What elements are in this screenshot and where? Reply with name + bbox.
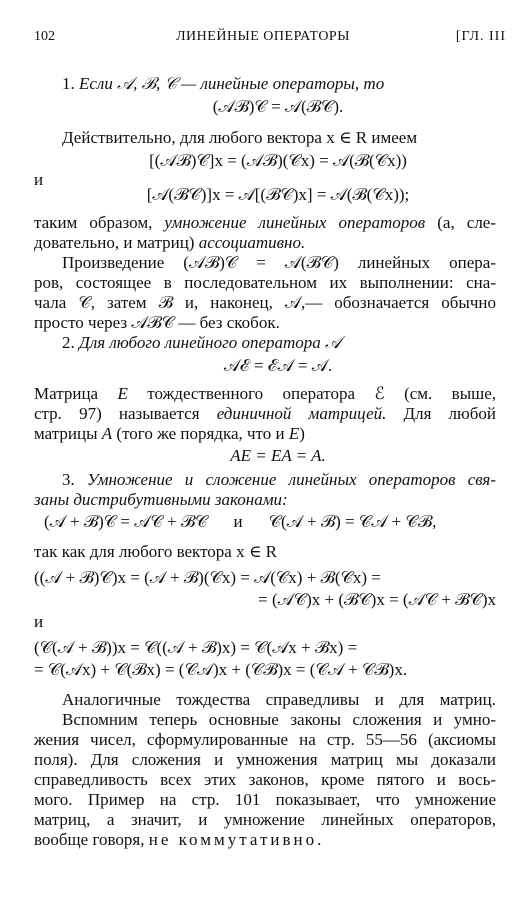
product-notation-line4: просто через 𝒜ℬ𝒞 — без скобок. [34,313,280,332]
formula-left-distrib-line1: (𝒞(𝒜 + ℬ))x = 𝒞((𝒜 + ℬ)x) = 𝒞(𝒜x + ℬx) = [34,638,358,657]
property-3-line2: заны дистрибутивными законами: [34,490,288,509]
conjunction-and: и [34,170,44,189]
spaced-emphasis: не коммутативно. [148,830,325,849]
field-axioms-line5: мого. Пример на стр. 101 показывает, что умножение [34,790,496,809]
formula-left-assoc: [(𝒜ℬ)𝒞]x = (𝒜ℬ)(𝒞x) = 𝒜(ℬ(𝒞x)) [149,151,407,170]
product-notation-line2: ров, состоящее в последовательном их выполнении: сна- [34,273,496,292]
proof-intro: Действительно, для любого вектора x ∈ R имеем [62,128,418,147]
formula-right-distrib-line2: = (𝒜𝒞)x + (ℬ𝒞)x = (𝒜𝒞 + ℬ𝒞)x [258,590,496,609]
page-number: 102 [34,29,55,44]
field-axioms-line2: жения чисел, сформулированные на стр. 55—56 (аксиомы [34,730,496,749]
identity-matrix-line3: матрицы A (того же порядка, что и E) [34,424,305,443]
product-notation-line1: Произведение (𝒜ℬ)𝒞 = 𝒜(ℬ𝒞) линейных опера- [62,253,496,272]
formula-right-distrib-line1: ((𝒜 + ℬ)𝒞)x = (𝒜 + ℬ)(𝒞x) = 𝒜(𝒞x) + ℬ(𝒞x) = [34,568,381,587]
property-2-statement: 2. Для любого линейного оператора 𝒜 [62,333,342,352]
formula-right-assoc: [𝒜(ℬ𝒞)]x = 𝒜[(ℬ𝒞)x] = 𝒜(ℬ(𝒞x)); [146,185,410,204]
conjunction-and: и [34,612,44,631]
identity-matrix-line1: Матрица E тождественного оператора ℰ (см. выше, [34,384,497,403]
associativity-conclusion-line2: довательно, и матриц) ассоциативно. [34,233,306,252]
formula-distributive: (𝒜 + ℬ)𝒞 = 𝒜𝒞 + ℬ𝒞 и 𝒞(𝒜 + ℬ) = 𝒞𝒜 + 𝒞ℬ, [44,512,437,531]
field-axioms-line4: справедливость всех этих законов, кроме пятого и вось- [34,770,496,789]
property-3-line1: 3. Умножение и сложение линейных операторов свя- [62,470,496,489]
running-title: ЛИНЕЙНЫЕ ОПЕРАТОРЫ [176,29,350,44]
matrix-identities-note: Аналогичные тождества справедливы и для матриц. [62,690,496,709]
field-axioms-line6: матриц, а значит, и умножение линейных операторов, [34,810,496,829]
formula-left-distrib-line2: = 𝒞(𝒜x) + 𝒞(ℬx) = (𝒞𝒜)x + (𝒞ℬ)x = (𝒞𝒜 + 𝒞ℬ)x. [34,660,408,679]
product-notation-line3: чала 𝒞, затем ℬ и, наконец, 𝒜,— обозначается обычно [34,293,496,312]
distributive-proof-intro: так как для любого вектора x ∈ R [34,542,278,561]
formula-identity-operator: 𝒜ℰ = ℰ𝒜 = 𝒜. [223,356,333,375]
field-axioms-line7: вообще говоря, не коммутативно. [34,830,325,849]
identity-matrix-line2: стр. 97) называется единичной матрицей. Для любой [34,404,496,423]
property-1-statement: 1. Если 𝒜, ℬ, 𝒞 — линейные операторы, то [62,74,385,93]
formula-identity-matrix: AE = EA = A. [230,446,326,465]
field-axioms-line3: поля). Для сложения и умножения матриц мы доказали [34,750,496,769]
associativity-conclusion-line1: таким образом, умножение линейных операторов (а, сле- [34,213,497,232]
field-axioms-line1: Вспомним теперь основные законы сложения и умно- [62,710,496,729]
formula-associativity: (𝒜ℬ)𝒞 = 𝒜(ℬ𝒞). [212,97,344,116]
chapter-label: [ГЛ. III [455,29,506,44]
